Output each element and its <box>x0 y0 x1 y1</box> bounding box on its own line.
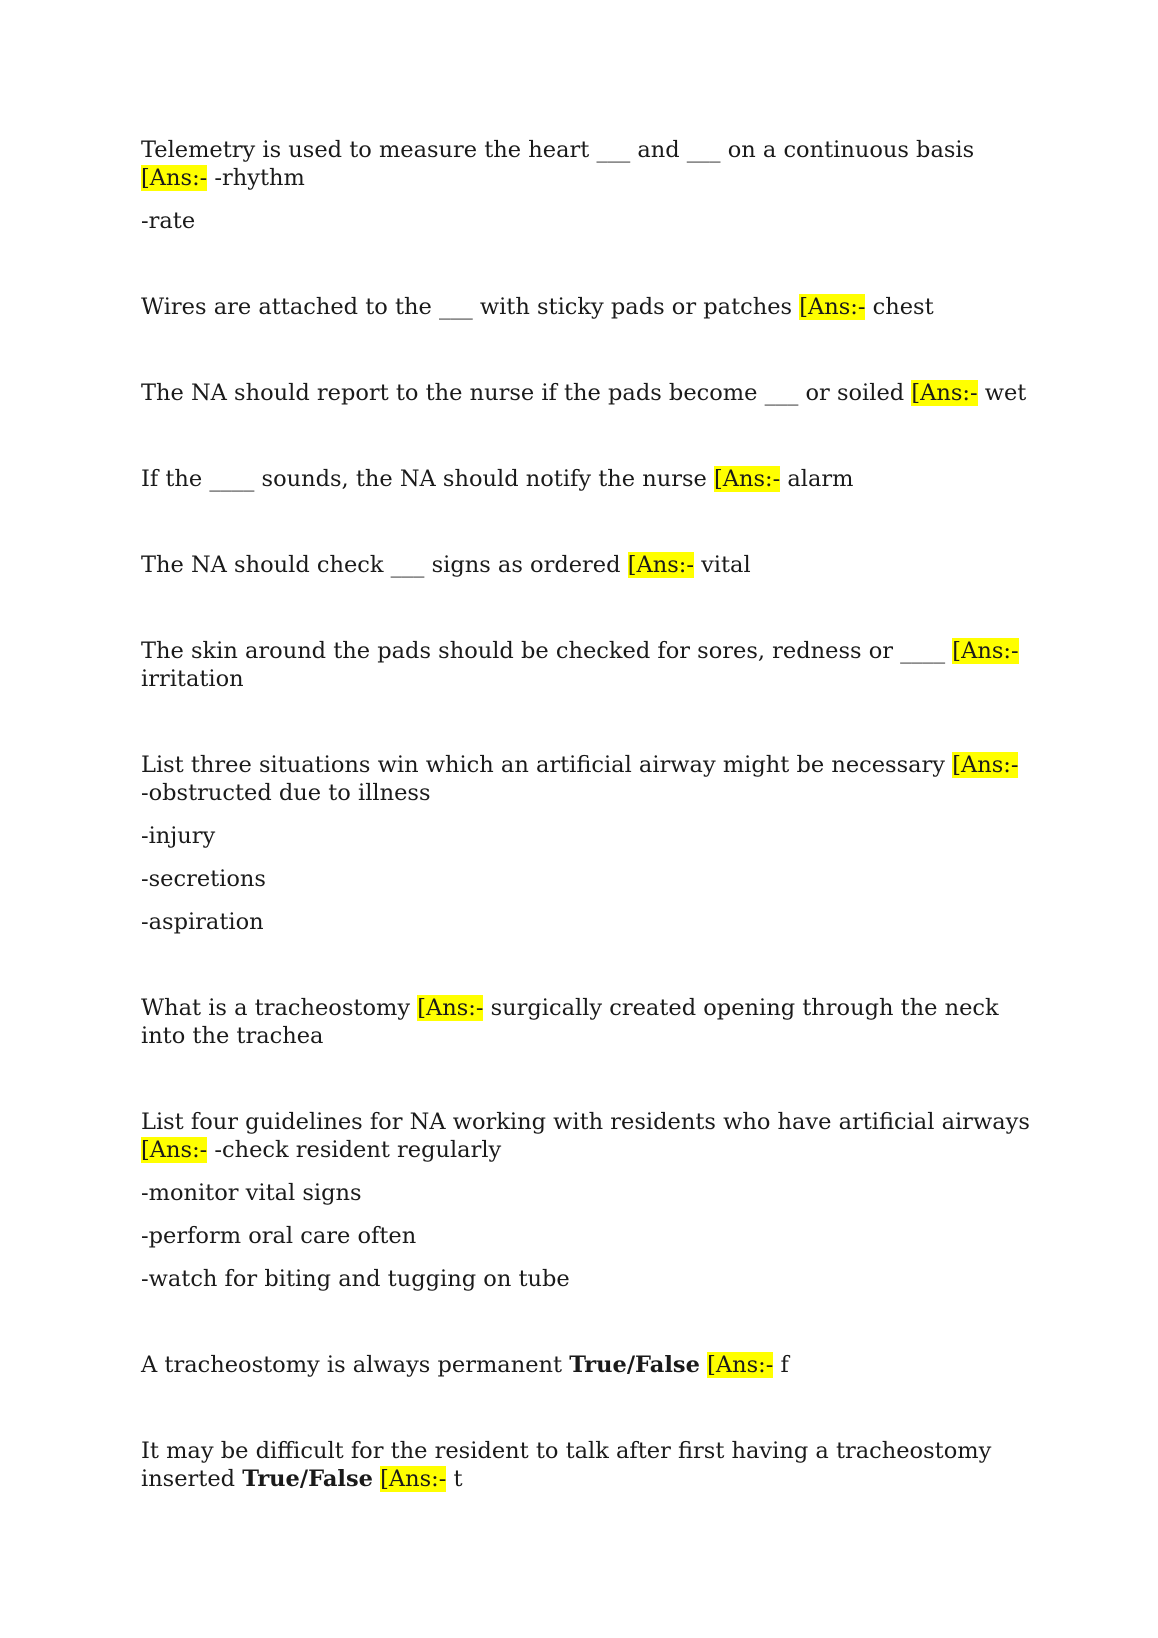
question-text: Telemetry is used to measure the heart ___ and ___ on a continuous basis [Ans:- -rhythm <box>141 137 975 191</box>
answer-marker: [Ans:- <box>380 1466 447 1492</box>
qa-item <box>141 293 1031 321</box>
answer-marker: [Ans:- <box>952 638 1019 664</box>
question-text: A tracheostomy is always permanent True/False [Ans:- f <box>141 1352 789 1378</box>
answer-text: surgically created opening through the neck into the trachea <box>141 995 999 1049</box>
question-text: It may be difficult for the resident to talk after first having a tracheostomy inserted True/False [Ans:- t <box>141 1438 992 1492</box>
qa-item <box>141 1351 1031 1379</box>
answer-marker: [Ans:- <box>707 1352 774 1378</box>
answer-text: vital <box>693 552 751 578</box>
answer-marker: [Ans:- <box>952 752 1019 778</box>
answer-text: alarm <box>780 466 854 492</box>
question-text: The NA should check ___ signs as ordered [Ans:- vital <box>141 552 751 578</box>
document-page <box>141 136 1031 1551</box>
answer-line: -injury <box>141 823 216 849</box>
answer-marker: [Ans:- <box>627 552 694 578</box>
question-text: The skin around the pads should be checked for sores, redness or ____ [Ans:- irritation <box>141 638 1019 692</box>
answer-line: -secretions <box>141 866 266 892</box>
answer-marker: [Ans:- <box>417 995 484 1021</box>
answer-text: -obstructed due to illness <box>141 780 431 806</box>
qa-item <box>141 637 1031 693</box>
answer-line: -watch for biting and tugging on tube <box>141 1266 570 1292</box>
qa-item <box>141 1108 1031 1293</box>
true-false-label: True/False <box>242 1466 373 1492</box>
answer-text: wet <box>977 380 1027 406</box>
answer-text: -check resident regularly <box>207 1137 502 1163</box>
qa-item <box>141 136 1031 235</box>
answer-text: -rhythm <box>207 165 305 191</box>
answer-text: irritation <box>141 666 244 692</box>
answer-marker: [Ans:- <box>141 1137 208 1163</box>
answer-marker: [Ans:- <box>911 380 978 406</box>
answer-text: chest <box>865 294 934 320</box>
answer-line: -aspiration <box>141 909 264 935</box>
question-text: What is a tracheostomy [Ans:- surgically created opening through the neck into the trachea <box>141 995 999 1049</box>
qa-item <box>141 379 1031 407</box>
qa-item <box>141 551 1031 579</box>
answer-line: -monitor vital signs <box>141 1180 362 1206</box>
answer-line: -perform oral care often <box>141 1223 417 1249</box>
qa-item <box>141 994 1031 1050</box>
question-text: List four guidelines for NA working with residents who have artificial airways [Ans:- -check resident regularly <box>141 1109 1030 1163</box>
answer-marker: [Ans:- <box>713 466 781 492</box>
qa-item <box>141 1437 1031 1493</box>
question-text: List three situations win which an artificial airway might be necessary [Ans:- -obstructed due to illness <box>141 752 1019 806</box>
answer-marker: [Ans:- <box>141 165 208 191</box>
question-text: The NA should report to the nurse if the pads become ___ or soiled [Ans:- wet <box>141 380 1027 406</box>
qa-item <box>141 465 1031 493</box>
true-false-label: True/False <box>569 1352 700 1378</box>
question-text: Wires are attached to the ___ with sticky pads or patches [Ans:- chest <box>141 294 934 320</box>
answer-line: -rate <box>141 208 196 234</box>
answer-text: t <box>446 1466 463 1492</box>
answer-text: f <box>773 1352 789 1378</box>
question-text: If the ____ sounds, the NA should notify the nurse [Ans:- alarm <box>141 466 854 492</box>
qa-item <box>141 751 1031 936</box>
answer-marker: [Ans:- <box>799 294 866 320</box>
